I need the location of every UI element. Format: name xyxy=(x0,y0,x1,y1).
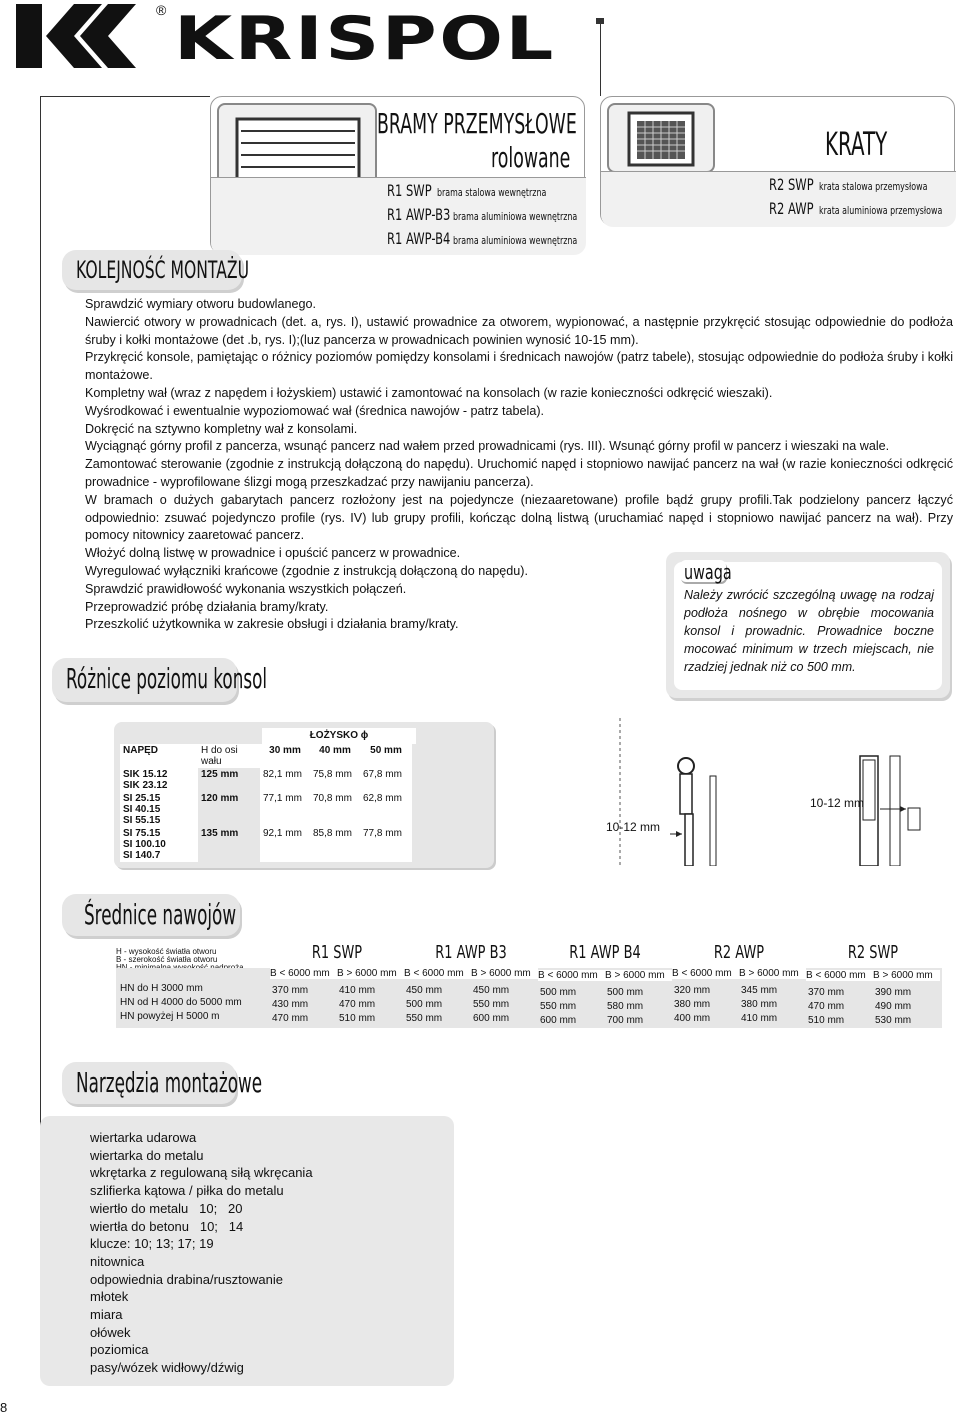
k-mark-icon xyxy=(16,4,144,70)
table-header: NAPĘD xyxy=(120,744,198,768)
note-title: uwaga xyxy=(684,560,732,584)
page-number: 8 xyxy=(0,1400,8,1415)
note-box xyxy=(666,552,950,698)
reel-product-title: R1 AWP B3 xyxy=(435,942,507,963)
reel-table xyxy=(116,940,942,1030)
table-header: 50 mm xyxy=(360,744,412,768)
table-header: 30 mm xyxy=(260,744,310,768)
instruction-step: Sprawdzić prawidłowość wykonania wszystkich połączeń. xyxy=(85,581,407,596)
tool-item: pasy/wózek widłowy/dźwig xyxy=(90,1360,244,1376)
reel-row-label: HN do H 3000 mm xyxy=(120,983,203,994)
reel-product-title: R1 AWP B4 xyxy=(569,942,641,963)
table-header: 40 mm xyxy=(310,744,360,768)
gate-item: R1 AWP-B3 brama aluminiowa wewnętrzna xyxy=(387,205,578,224)
top-connector-line xyxy=(40,96,210,97)
instruction-step: Wyśrodkować i ewentualnie wypoziomować wał (średnica nawojów - patrz tabela). xyxy=(85,403,545,418)
instruction-step: Dokręcić na sztywno kompletny wał z konsolami. xyxy=(85,421,358,436)
note-text: Należy zwrócić szczególną uwagę na rodzaj podłoża nośnego w obrębie mocowania konsol i prowadnic. Prowadnice boczne mocować minimum w trzech miejscach, nie rzadziej jednak niż co 500 mm. xyxy=(684,588,934,674)
tool-item: ołówek xyxy=(90,1324,131,1340)
section-console-diff-title: Różnice poziomu konsol xyxy=(66,662,268,695)
gap-label-left: 10-12 mm xyxy=(606,820,661,834)
grille-icon xyxy=(609,105,713,171)
reel-product-title: R2 SWP xyxy=(847,942,899,963)
brand-logo xyxy=(16,4,556,74)
console-gap-drawing xyxy=(570,716,955,866)
section-connector-line xyxy=(40,96,41,1216)
reel-col-r2awp: R2 AWP B < 6000 mm B > 6000 mm 320 mm 345 mm 380 mm 380 mm 400 mm 410 mm xyxy=(672,940,806,1030)
grille-item: R2 SWP krata stalowa przemysłowa xyxy=(769,175,928,194)
section-reel-diam-title: Średnice nawojów xyxy=(84,898,237,931)
instruction-step: Kompletny wał (wraz z napędem i łożyskiem) ustawić i zamontować na konsolach (w razie konieczności odkręcić wieszaki). xyxy=(85,385,773,400)
gate-icon-box xyxy=(217,103,377,185)
registered-mark: ® xyxy=(156,2,167,18)
brand-name: KRISPOL xyxy=(174,4,556,74)
tool-item: poziomica xyxy=(90,1342,149,1358)
tool-item: wkrętarka z regulowaną siłą wkręcania xyxy=(90,1165,313,1181)
gates-subtitle: rolowane xyxy=(491,141,571,174)
tool-item: wiertło do metalu 10; 20 xyxy=(90,1200,243,1216)
reel-legend: H - wysokość światła otworu B - szerokość światła otworu xyxy=(116,948,270,970)
instruction-step: Wyciągnąć górny profil z pancerza, wsunąć pancerz nad wałem przed prowadnicami (rys. III). Wsunąć górny profil w pancerz i wieszaki na wale. xyxy=(85,439,890,454)
tool-item: wiertarka do metalu xyxy=(90,1147,204,1163)
gates-header xyxy=(210,96,585,254)
reel-product-title: R1 SWP xyxy=(311,942,363,963)
tool-item: miara xyxy=(90,1307,123,1323)
instruction-step: W bramach o dużych gabarytach pancerz rozłożony jest na pojedyncze (niezaaretowane) profile bądź grupy profili.Tak podzielony pancerz łączyć odpowiednio: zsuwać pojedynczo profile (rys. IV) lub grupy profili, kończąc dolną listwą (uruchamiać napęd i stopniowo nawijać pancerz na wał). Przy pomocy nitownicy zaaretować pancerz. xyxy=(85,492,953,543)
instruction-step: Wyregulować wyłączniki krańcowe (zgodnie z instrukcją dołączoną do napędu). xyxy=(85,563,528,578)
top-connector-line-2 xyxy=(600,20,601,96)
tool-item: wiertła do betonu 10; 14 xyxy=(90,1218,244,1234)
section-assembly-title: KOLEJNOŚĆ MONTAŻU xyxy=(76,256,250,284)
gate-item: R1 AWP-B4 brama aluminiowa wewnętrzna xyxy=(387,229,578,248)
tool-item: nitownica xyxy=(90,1253,145,1269)
gates-title: BRAMY PRZEMYSŁOWE xyxy=(377,107,577,140)
console-data-table xyxy=(120,744,412,862)
reel-product-title: R2 AWP xyxy=(713,942,765,963)
console-table-bearing-box: ŁOŻYSKO ϕ xyxy=(262,728,416,744)
tool-item: klucze: 10; 13; 17; 19 xyxy=(90,1236,214,1252)
gate-item: R1 SWP brama stalowa wewnętrzna xyxy=(387,181,547,200)
connector-dot xyxy=(596,18,604,24)
reel-col-r1awpb3: R1 AWP B3 B < 6000 mm B > 6000 mm 450 mm 450 mm 500 mm 550 mm 550 mm 600 mm xyxy=(404,940,538,1030)
table-row: SIK 15.12 SIK 23.12 125 mm 82,1 mm 75,8 mm 67,8 mm xyxy=(120,768,412,792)
reel-col-r1awpb4: R1 AWP B4 B < 6000 mm B > 6000 mm 500 mm 500 mm 550 mm 580 mm 600 mm 700 mm xyxy=(538,940,672,1030)
table-header: H do osi wału xyxy=(198,744,260,768)
instruction-step: Przeprowadzić próbę działania bramy/kraty. xyxy=(85,599,329,614)
gates-items xyxy=(387,181,626,253)
reel-row-labels xyxy=(120,982,270,1024)
tool-item: młotek xyxy=(90,1289,129,1305)
instruction-step: Nawiercić otwory w prowadnicach (det. a, rys. I), ustawić prowadnice za otworem, wypionować, a następnie przykręcić stosując odpowiednie do podłoża śruby i kołki montażowe (det .b, rys. I);(luz pancerza w prowadnicach powinien wynosić 10-15 mm). xyxy=(85,314,953,347)
console-table xyxy=(120,744,412,862)
instruction-step: Przeszkolić użytkownika w zakresie obsługi i działania bramy/kraty. xyxy=(85,617,459,632)
reel-row-label: HN powyżej H 5000 m xyxy=(120,1011,220,1022)
tool-item: wiertarka udarowa xyxy=(90,1130,197,1145)
table-row: SI 25.15 SI 40.15 SI 55.15 120 mm 77,1 mm 70,8 mm 62,8 mm xyxy=(120,792,412,827)
grille-icon-box xyxy=(607,103,715,173)
instruction-step: Przykręcić konsole, pamiętając o różnicy poziomów pomiędzy konsolami i średnicach nawojów (patrz tabele), stosując odpowiednie do podłoża śruby i kołki montażowe. xyxy=(85,350,953,383)
table-row: SI 75.15 SI 100.10 SI 140.7 135 mm 92,1 mm 85,8 mm 77,8 mm xyxy=(120,827,412,862)
reel-row-label: HN od H 4000 do 5000 mm xyxy=(120,997,242,1008)
reel-col-r2swp: R2 SWP B < 6000 mm B > 6000 mm 370 mm 390 mm 470 mm 490 mm 510 mm 530 mm xyxy=(806,940,940,1030)
tool-item: szlifierka kątowa / piłka do metalu xyxy=(90,1183,284,1199)
gap-label-right: 10-12 mm xyxy=(810,796,865,810)
grilles-items xyxy=(769,175,960,223)
grilles-header xyxy=(600,96,955,226)
reel-col-r1swp: R1 SWP B < 6000 mm B > 6000 mm 370 mm 410 mm 430 mm 470 mm 470 mm 510 mm xyxy=(270,940,404,1030)
tool-item: odpowiednia drabina/rusztowanie xyxy=(90,1271,283,1287)
section-tools-title: Narzędzia montażowe xyxy=(76,1066,263,1099)
grilles-title: KRATY xyxy=(825,125,888,163)
grille-item: R2 AWP krata aluminiowa przemysłowa xyxy=(769,199,943,218)
tools-list xyxy=(90,1129,313,1377)
roller-gate-icon xyxy=(219,105,377,185)
installation-diagram xyxy=(570,716,955,866)
instruction-step: Sprawdzić wymiary otworu budowlanego. xyxy=(85,297,316,311)
instruction-step: Zamontować sterowanie (zgodnie z instrukcją dołączoną do napędu). Uruchomić napęd i stopniowo nawijać pancerz na wał (w razie konieczności odkręcić prowadnice - wyprofilowane ślizgi mogą przeszkadzać przy nawijaniu pancerza). xyxy=(85,457,953,489)
instruction-step: Włożyć dolną listwę w prowadnice i opuścić pancerz w prowadnice. xyxy=(85,546,461,561)
